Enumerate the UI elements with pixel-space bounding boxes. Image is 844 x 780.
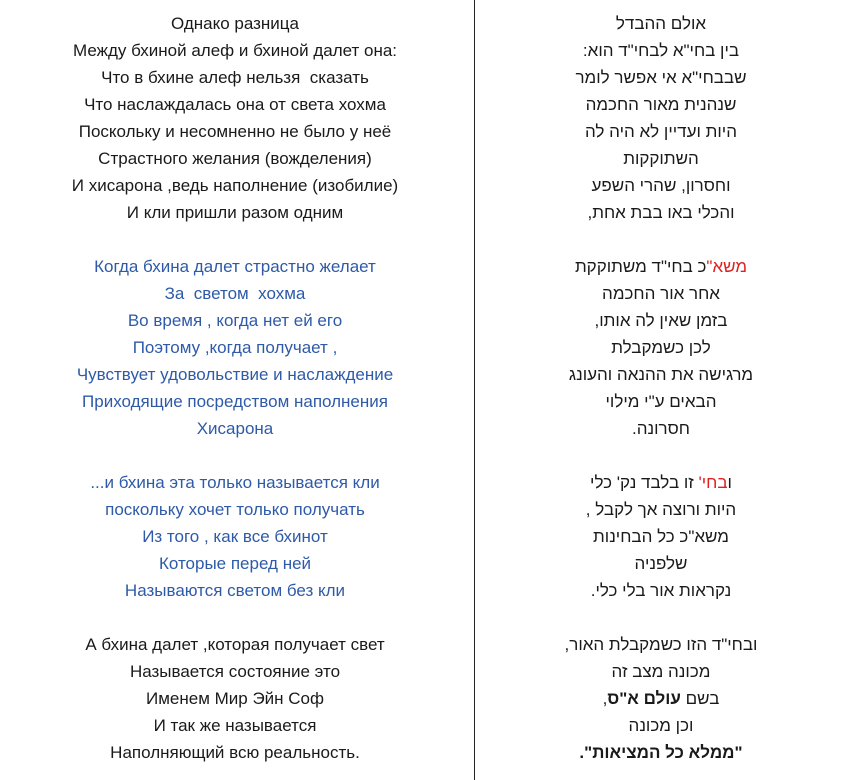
text-line: Называется состояние это xyxy=(129,662,341,681)
text-line: Однако разница xyxy=(170,14,299,33)
text-line: Именем Мир Эйн Соф xyxy=(146,689,324,708)
text-fragment: , xyxy=(602,689,608,708)
text-line: נקראות אור בלי כלי. xyxy=(590,581,732,600)
text-line: שלפניה xyxy=(634,554,688,573)
text-line: Приходящие посредством наполнения xyxy=(82,392,388,411)
text-line: Наполняющий всю реальность. xyxy=(110,743,360,762)
text-line: היות ועדיין לא היה לה xyxy=(585,122,737,141)
text-line: בין בחי"א לבחי"ד הוא: xyxy=(582,41,740,60)
text-line: משא"כ כל הבחינות xyxy=(593,527,729,546)
russian-paragraph-2 xyxy=(0,253,470,442)
text-line: שנהנית מאור החכמה xyxy=(585,95,737,114)
paragraph-gap xyxy=(0,226,470,253)
paragraph-gap xyxy=(478,226,844,253)
bold-term: עולם א"ס xyxy=(607,689,681,708)
text-line: בזמן שאין לה אותו, xyxy=(594,311,728,330)
text-line xyxy=(478,469,844,496)
text-line: Что в бхине алеф нельзя сказать xyxy=(101,68,369,87)
highlighted-word: בחי' xyxy=(698,473,728,492)
text-line: За светом хохма xyxy=(164,284,306,303)
text-line: היות ורוצה אך לקבל , xyxy=(585,500,737,519)
text-line xyxy=(478,685,844,712)
text-line: שבבחי"א אי אפשר לומר xyxy=(575,68,747,87)
russian-paragraph-1 xyxy=(0,10,470,226)
paragraph-gap xyxy=(0,442,470,469)
text-line: אולם ההבדל xyxy=(615,14,707,33)
text-line: Поэтому ,когда получает , xyxy=(132,338,338,357)
column-divider xyxy=(474,0,475,780)
text-line: Хисарона xyxy=(196,419,274,438)
text-line: А бхина далет ,которая получает свет xyxy=(85,635,385,654)
russian-paragraph-3 xyxy=(0,469,470,604)
text-line: Страстного желания (вожделения) xyxy=(98,149,372,168)
text-line: ...и бхина эта только называется кли xyxy=(90,473,380,492)
text-line: וחסרון, שהרי השפע xyxy=(591,176,731,195)
text-line: מכונה מצב זה xyxy=(611,662,711,681)
text-line: Называются светом без кли xyxy=(124,581,346,600)
text-line xyxy=(478,253,844,280)
text-line: И хисарона ,ведь наполнение (изобилие) xyxy=(71,176,399,195)
text-line: Между бхиной алеф и бхиной далет она: xyxy=(72,41,398,60)
text-line: מרגישה את ההנאה והעונג xyxy=(568,365,754,384)
text-line: Из того , как все бхинот xyxy=(142,527,328,546)
paragraph-gap xyxy=(478,442,844,469)
hebrew-paragraph-4 xyxy=(478,631,844,766)
text-line: ובחי"ד הזו כשמקבלת האור, xyxy=(564,635,758,654)
text-fragment: זו בלבד נק' כלי xyxy=(590,473,699,492)
text-line: והכלי באו בבת אחת, xyxy=(587,203,735,222)
text-line: поскольку хочет только получать xyxy=(105,500,365,519)
text-line: הבאים ע"י מילוי xyxy=(605,392,717,411)
russian-paragraph-4 xyxy=(0,631,470,766)
text-line: Которые перед ней xyxy=(158,554,312,573)
hebrew-paragraph-2 xyxy=(478,253,844,442)
text-line: И кли пришли разом одним xyxy=(126,203,344,222)
text-line: אחר אור החכמה xyxy=(602,284,720,303)
text-line: И так же называется xyxy=(153,716,317,735)
text-fragment: ו xyxy=(727,473,732,492)
text-fragment: בשם xyxy=(680,689,720,708)
text-line: Когда бхина далет страстно желает xyxy=(94,257,376,276)
text-line: לכן כשמקבלת xyxy=(611,338,711,357)
text-line: Поскольку и несомненно не было у неё xyxy=(78,122,392,141)
paragraph-gap xyxy=(478,604,844,631)
text-line: חסרונה. xyxy=(632,419,690,438)
text-fragment: כ בחי"ד משתוקקת xyxy=(574,257,707,276)
text-line: וכן מכונה xyxy=(628,716,694,735)
hebrew-paragraph-1 xyxy=(478,10,844,226)
hebrew-text-column xyxy=(478,10,844,766)
highlighted-word: משא" xyxy=(706,257,748,276)
text-line: "ממלא כל המציאות". xyxy=(579,743,743,762)
text-line: Что наслаждалась она от света хохма xyxy=(84,95,386,114)
russian-text-column xyxy=(0,10,470,766)
text-line: השתוקקות xyxy=(623,149,699,168)
text-line: Во время , когда нет ей его xyxy=(127,311,343,330)
hebrew-paragraph-3 xyxy=(478,469,844,604)
paragraph-gap xyxy=(0,604,470,631)
text-line: Чувствует удовольствие и наслаждение xyxy=(76,365,394,384)
